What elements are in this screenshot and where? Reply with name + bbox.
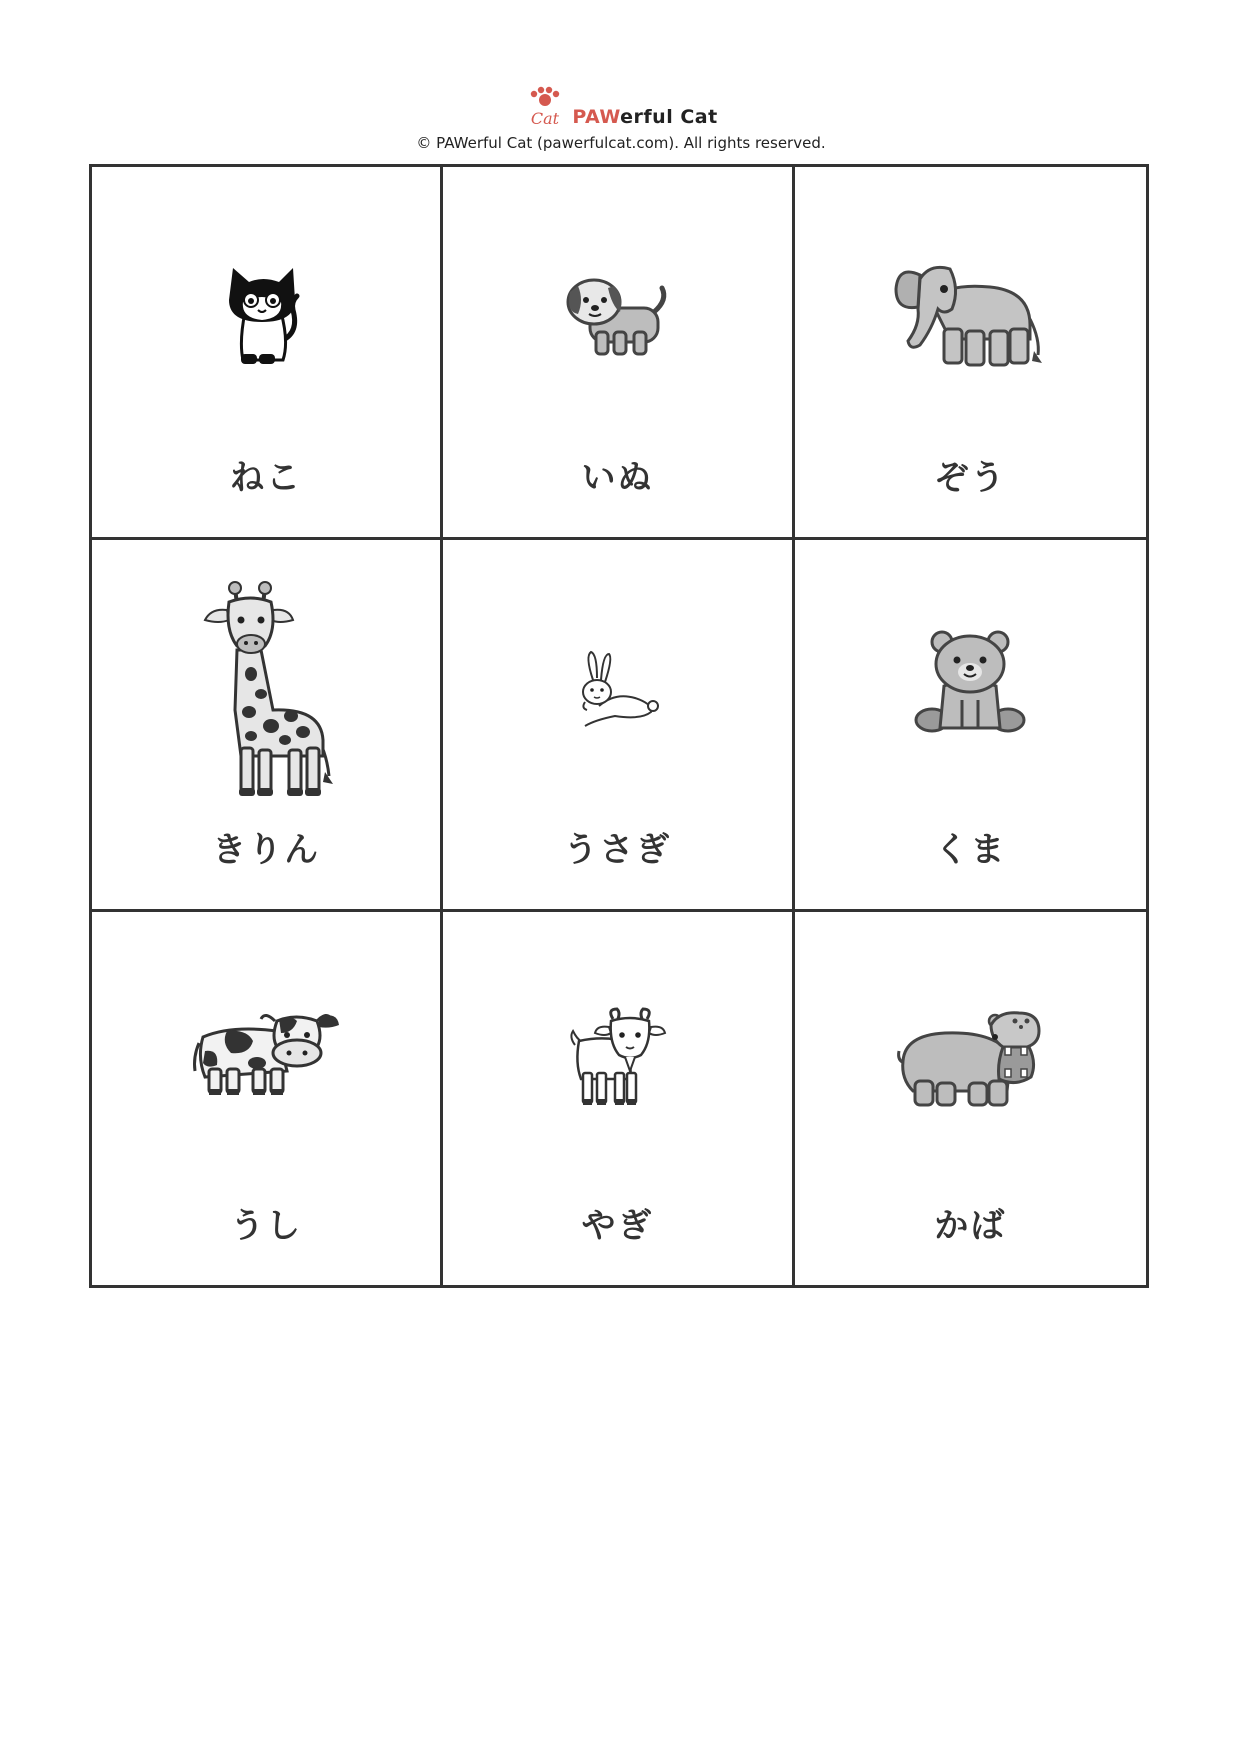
bear-icon (910, 630, 1030, 740)
card-label: かば (934, 1205, 1007, 1246)
logo-small-text: Cat (531, 109, 560, 128)
card-cow (92, 912, 443, 1285)
card-label: うさぎ (563, 830, 672, 871)
card-label: やぎ (581, 1205, 654, 1246)
giraffe-icon (191, 580, 341, 800)
card-hippo (795, 912, 1146, 1285)
cat-icon (221, 262, 311, 372)
dog-icon (562, 272, 672, 362)
card-giraffe (92, 540, 443, 913)
copyright-text: © PAWerful Cat (pawerfulcat.com). All rights reserved. (416, 134, 826, 152)
card-rabbit (443, 540, 794, 913)
card-label: うし (230, 1205, 303, 1246)
goat-icon (567, 1007, 667, 1113)
card-label: ねこ (230, 457, 303, 498)
card-bear (795, 540, 1146, 913)
card-label: いぬ (581, 457, 654, 498)
brand-suffix: erful Cat (620, 106, 718, 128)
page-header (0, 84, 1242, 152)
brand-logo (0, 84, 1242, 130)
rabbit-icon (575, 650, 659, 730)
brand-prefix: PAW (572, 106, 621, 128)
elephant-icon (890, 259, 1050, 377)
card-label: ぞう (934, 457, 1007, 498)
paw-logo-icon (524, 86, 566, 130)
card-label: きりん (212, 830, 321, 871)
brand-name (572, 106, 717, 130)
flashcard-grid (89, 164, 1149, 1288)
card-dog (443, 167, 794, 540)
hippo-icon (895, 1007, 1045, 1113)
card-label: くま (934, 830, 1007, 871)
card-elephant (795, 167, 1146, 540)
cow-icon (191, 1007, 341, 1107)
card-cat (92, 167, 443, 540)
card-goat (443, 912, 794, 1285)
